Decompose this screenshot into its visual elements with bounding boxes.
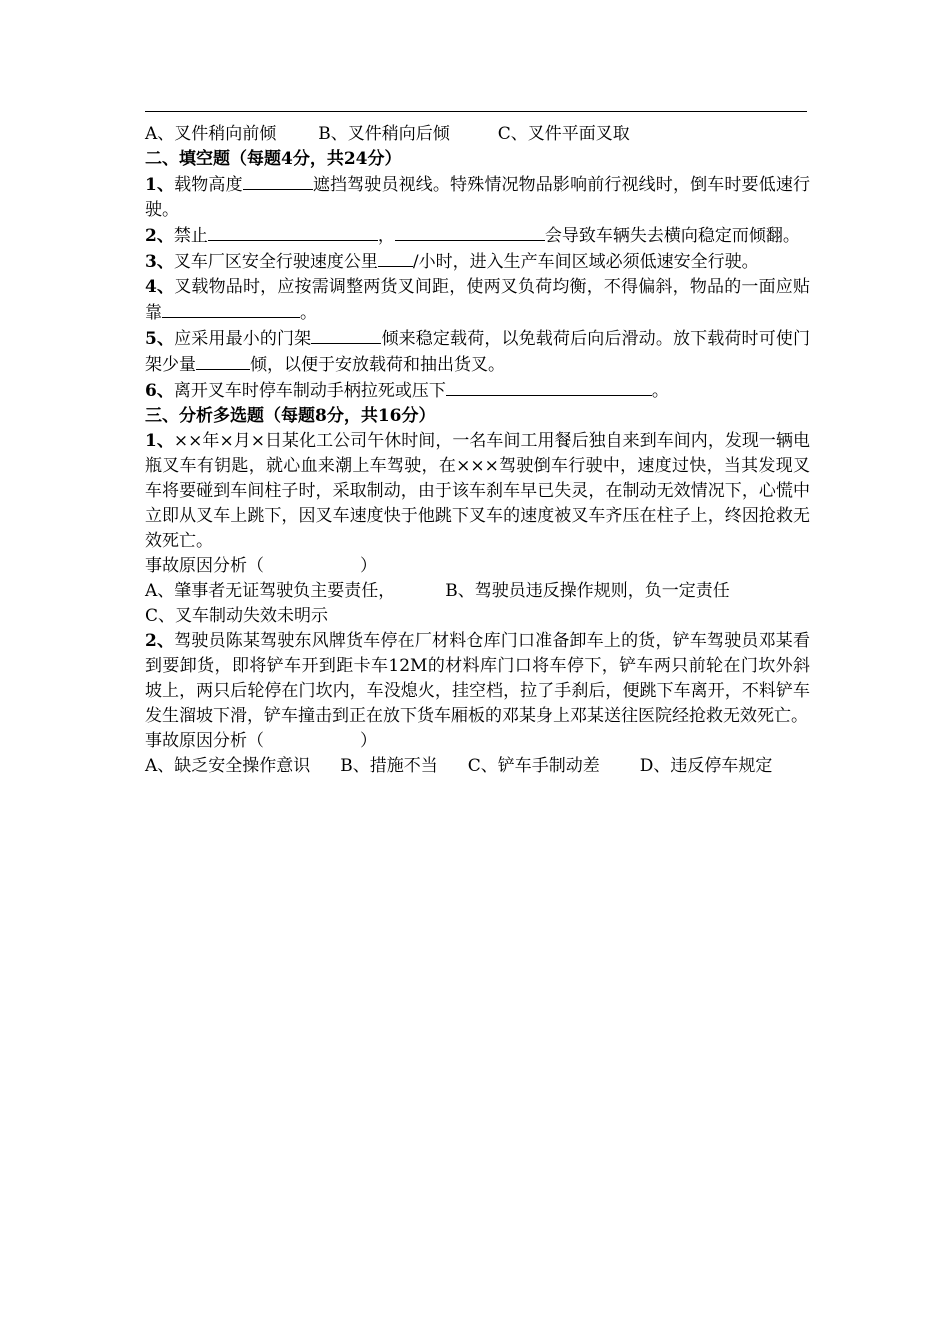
analysis-prompt-1 [145, 554, 810, 579]
question-text: 应采用最小的门架 [174, 329, 312, 349]
question-text: 。 [300, 303, 317, 323]
option-a: A、缺乏安全操作意识 [145, 756, 311, 776]
analysis-label: 事故原因分析（ [145, 556, 264, 576]
question-text: 倾来稳定载荷，以免载荷后向后滑动。放下载荷时可使门架少量 [145, 329, 810, 375]
analysis-paren: ） [360, 731, 377, 751]
answer-blank[interactable] [395, 223, 545, 241]
option-b: B、措施不当 [340, 756, 438, 776]
case-2-options [145, 754, 810, 779]
question-number: 1、 [145, 175, 175, 195]
analysis-prompt-2 [145, 729, 810, 754]
question-text: ， [377, 226, 395, 246]
section-2-heading: 二、填空题（每题4分，共24分） [145, 149, 402, 169]
question-text: 。 [651, 381, 669, 401]
answer-blank[interactable] [446, 378, 652, 396]
question-text: 禁止 [173, 226, 208, 246]
answer-blank[interactable] [243, 172, 313, 190]
option-b: B、叉件稍向后倾 [318, 124, 450, 144]
option-d: D、违反停车规定 [639, 756, 773, 776]
answer-blank[interactable] [208, 223, 378, 241]
question-text: 叉载物品时，应按需调整两货叉间距，使两叉负荷均衡，不得偏斜，物品的一面应贴靠 [145, 277, 810, 323]
option-a: A、肇事者无证驾驶负主要责任， [145, 581, 396, 601]
fill-question-1 [145, 172, 810, 223]
fill-question-2 [145, 223, 810, 249]
case-question-2 [145, 629, 810, 729]
question-number: 4、 [145, 277, 175, 297]
document-body [145, 122, 810, 779]
case-1-options [145, 579, 810, 604]
question-text: 遮挡驾驶员视线。特殊情况物品影响前行视线时，倒车时要低速行驶。 [145, 175, 810, 220]
answer-blank[interactable] [311, 326, 381, 344]
fill-question-5 [145, 326, 810, 378]
analysis-paren: ） [360, 556, 377, 576]
option-c: C、叉件平面叉取 [497, 124, 630, 144]
fill-question-3 [145, 249, 810, 275]
answer-blank[interactable] [196, 352, 250, 370]
question-number: 3、 [145, 252, 174, 272]
answer-blank[interactable] [378, 249, 413, 267]
fill-question-6 [145, 378, 810, 404]
case-text: 驾驶员陈某驾驶东风牌货车停在厂材料仓库门口准备卸车上的货，铲车驾驶员邓某看到要卸货，即将铲车开到距卡车12M的材料库门口将车停下，铲车两只前轮在门坎外斜坡上，两只后轮停在门坎内，车没熄火，挂空档，拉了手刹后，便跳下车离开，不料铲车发生溜坡下滑，铲车撞击到正在放下货车厢板的邓某身上邓某送往医院经抢救无效死亡。 [145, 631, 810, 726]
prev-question-options [145, 122, 810, 147]
answer-blank[interactable] [162, 300, 300, 318]
case-text: ××年×月×日某化工公司午休时间，一名车间工用餐后独自来到车间内，发现一辆电瓶叉车有钥匙，就心血来潮上车驾驶，在×××驾驶倒车行驶中，速度过快，当其发现叉车将要碰到车间柱子时，采取制动，由于该车刹车早已失灵，在制动无效情况下，心慌中立即从叉车上跳下，因叉车速度快于他跳下叉车的速度被叉车齐压在柱子上，终因抢救无效死亡。 [145, 431, 810, 551]
fill-question-4 [145, 275, 810, 326]
analysis-label: 事故原因分析（ [145, 731, 264, 751]
question-number: 6、 [145, 381, 174, 401]
option-c: C、铲车手制动差 [467, 756, 600, 776]
question-number: 1、 [145, 431, 174, 451]
case-question-1 [145, 429, 810, 554]
question-text: 会导致车辆失去横向稳定而倾翻。 [544, 226, 800, 246]
option-b: B、驾驶员违反操作规则，负一定责任 [445, 581, 730, 601]
question-text: 倾，以便于安放载荷和抽出货叉。 [250, 355, 505, 375]
question-text: 叉车厂区安全行驶速度公里 [173, 252, 378, 272]
question-text: /小时，进入生产车间区域必须低速安全行驶。 [412, 252, 759, 272]
option-c: C、叉车制动失效未明示 [145, 606, 329, 626]
question-text: 载物高度 [174, 175, 243, 195]
header-rule [145, 111, 807, 112]
section-3-heading: 三、分析多选题（每题8分，共16分） [145, 406, 436, 426]
question-number: 2、 [145, 631, 175, 651]
question-number: 5、 [145, 329, 175, 349]
case-1-option-c-row [145, 604, 810, 629]
question-text: 离开叉车时停车制动手柄拉死或压下 [173, 381, 446, 401]
option-a: A、叉件稍向前倾 [145, 124, 277, 144]
question-number: 2、 [145, 226, 174, 246]
